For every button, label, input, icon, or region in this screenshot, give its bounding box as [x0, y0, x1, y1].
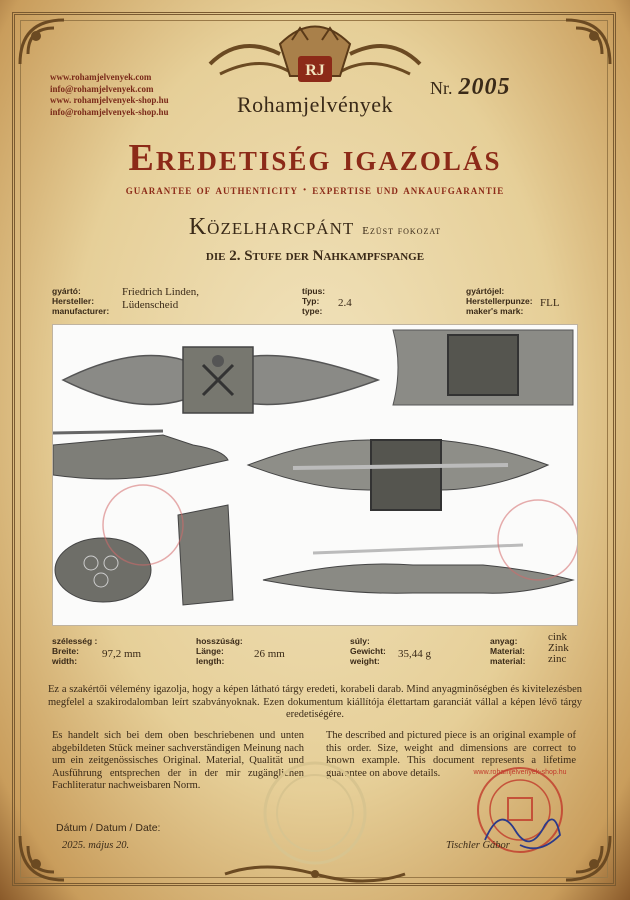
corner-ornament-top-left — [14, 14, 74, 74]
maker-labels: gyártó: Hersteller: manufacturer: — [52, 286, 110, 316]
mark-value: FLL — [540, 297, 560, 309]
width-labels: szélesség : Breite: width: — [52, 636, 98, 666]
maker-value: Friedrich Linden, Lüdenscheid — [122, 286, 199, 311]
badge-back-view — [393, 330, 573, 405]
link-website[interactable]: www.rohamjelvenyek.com — [50, 72, 152, 82]
document-subtitle: guarantee of authenticity · expertise und ankaufgarantie — [125, 182, 505, 197]
nr-value: 2005 — [458, 74, 511, 100]
mark-labels: gyártójel: Herstellerpunze: maker's mark: — [466, 286, 533, 316]
badge-reverse-pin-view — [248, 440, 548, 510]
embossed-seal — [250, 758, 380, 868]
statement-german: Es handelt sich bei dem oben beschriebenen und unten abgebildeten Stück meiner sachverständigen Meinung nach um ein zeitgenössisches Original. Material, Qualität und Ausführung entsprechen der in der mir zugänglichen Fachliteratur nachweisbaren Norm. — [52, 730, 304, 791]
badge-front-view — [63, 347, 378, 413]
monogram: RJ — [305, 62, 325, 79]
item-photo — [52, 324, 578, 626]
signatory-name: Tischler Gábor — [446, 840, 510, 851]
corner-ornament-top-right — [556, 14, 616, 74]
item-grade: Ezüst fokozat — [362, 225, 442, 237]
type-labels: típus: Typ: type: — [302, 286, 326, 316]
type-value: 2.4 — [338, 297, 352, 309]
width-value: 97,2 mm — [102, 648, 142, 660]
date-value: 2025. május 20. — [62, 840, 130, 851]
corner-ornament-bottom-left — [14, 826, 74, 886]
link-shop-email[interactable]: info@rohamjelvenyek-shop.hu — [50, 106, 169, 117]
date-label: Dátum / Datum / Date: — [56, 822, 161, 834]
item-title — [0, 214, 630, 241]
badge-photo-illustration — [53, 325, 577, 625]
weight-value: 35,44 g — [398, 648, 431, 660]
contact-links — [50, 72, 169, 118]
watermark-stamp — [498, 500, 577, 580]
material-values: cink Zink zinc — [548, 631, 569, 665]
maker-mark-closeup — [55, 538, 151, 602]
document-title: Eredetiség igazolás — [128, 137, 502, 179]
weight-labels: súly: Gewicht: weight: — [350, 636, 386, 666]
badge-edge-view — [178, 505, 233, 605]
length-labels: hosszúság: Länge: length: — [196, 636, 243, 666]
header-emblem — [200, 14, 430, 94]
stamp-text: www.rohamjelvenyek-shop.hu — [473, 769, 567, 776]
handwritten-signature — [480, 800, 570, 860]
item-german-name: die 2. Stufe der Nahkampfspange — [205, 248, 425, 264]
statement-hungarian: Ez a szakértői vélemény igazolja, hogy a képen látható tárgy eredeti, korabeli darab. Mind anyagminőségben és kivitelezésben megfelel a szakirodalomban leírt szabványoknak. Ezen dokumentum kiállítója élettartam garanciát vállal a képen lévő tárgy eredetiségére. — [48, 684, 582, 720]
statement-english: The described and pictured piece is an original example of this order. Size, weight and dimensions are correct to known example. This document represents a lifetime guarantee on above details. — [326, 730, 576, 779]
nr-label: Nr. — [430, 78, 453, 98]
length-value: 26 mm — [254, 648, 285, 660]
material-labels: anyag: Material: material: — [490, 636, 526, 666]
item-name: Közelharcpánt — [188, 214, 355, 240]
certificate-number — [430, 74, 511, 101]
bottom-ornament — [215, 860, 415, 888]
badge-side-view — [53, 431, 228, 479]
link-email[interactable]: info@rohamjelvenyek.com — [50, 83, 154, 94]
brand-name: Rohamjelvények — [236, 92, 394, 117]
link-shop[interactable]: www. rohamjelvenyek-shop.hu — [50, 95, 169, 105]
